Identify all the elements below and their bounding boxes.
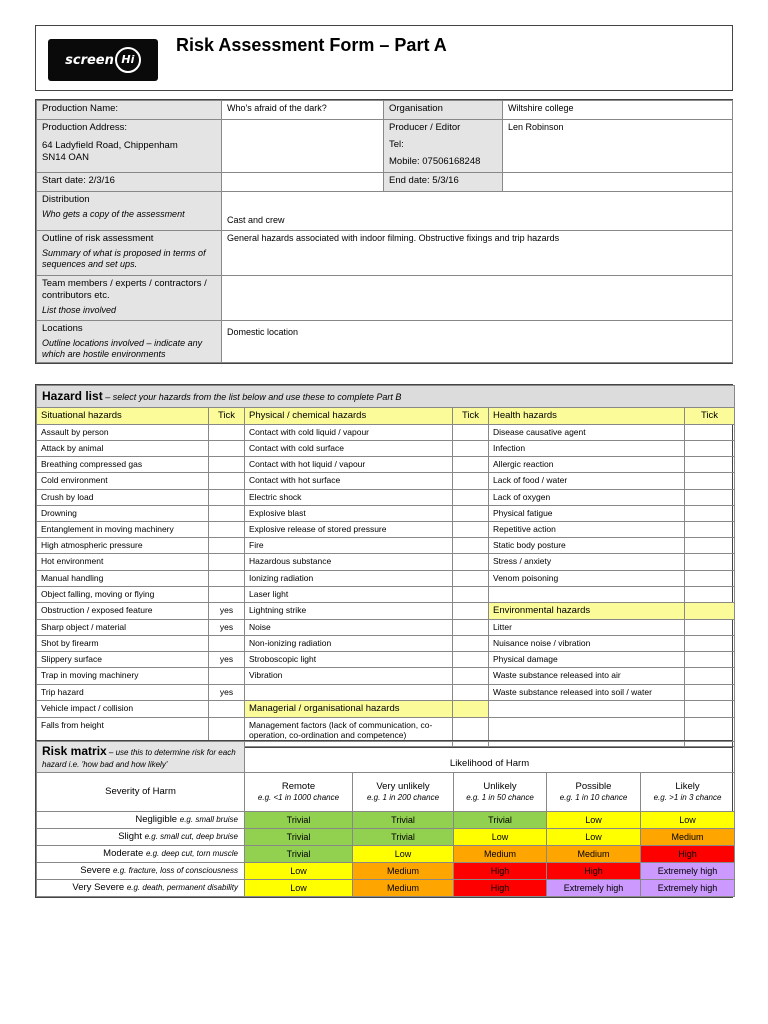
risk-rating-cell: Low	[547, 812, 641, 829]
situational-tick[interactable]	[209, 424, 245, 440]
risk-rating-cell: Extremely high	[641, 880, 735, 897]
hazard-row	[37, 441, 735, 457]
situational-tick[interactable]	[209, 441, 245, 457]
outline-label: Outline of risk assessment	[42, 233, 154, 244]
likelihood-name: Remote	[281, 781, 316, 793]
severity-row	[37, 846, 735, 863]
health-hazard: Repetitive action	[489, 522, 685, 538]
situational-tick[interactable]: yes	[209, 684, 245, 700]
risk-rating-cell: Medium	[353, 863, 454, 880]
physical-hazard: Fire	[245, 538, 453, 554]
locations-value[interactable]: Domestic location	[222, 321, 733, 363]
physical-tick[interactable]	[453, 489, 489, 505]
severity-level	[37, 846, 245, 863]
likelihood-example: e.g. 1 in 10 chance	[559, 793, 628, 803]
situational-hazard: Breathing compressed gas	[37, 457, 209, 473]
likelihood-name: Likely	[675, 781, 700, 793]
physical-tick[interactable]	[453, 505, 489, 521]
hazard-row	[37, 619, 735, 635]
situational-tick-heading: Tick	[209, 408, 245, 425]
situational-hazard: Sharp object / material	[37, 619, 209, 635]
health-hazard: Venom poisoning	[489, 570, 685, 586]
production-address-cell	[37, 120, 222, 173]
health-tick[interactable]	[685, 473, 735, 489]
situational-hazard: Slippery surface	[37, 652, 209, 668]
logo-badge: Hi	[115, 47, 141, 73]
situational-tick[interactable]: yes	[209, 602, 245, 619]
situational-hazard: Trip hazard	[37, 684, 209, 700]
physical-hazard: Laser light	[245, 586, 453, 602]
situational-tick[interactable]	[209, 554, 245, 570]
address-line2[interactable]: SN14 OAN	[42, 151, 89, 163]
hazard-row	[37, 554, 735, 570]
situational-hazard: Crush by load	[37, 489, 209, 505]
physical-tick[interactable]	[453, 586, 489, 602]
situational-hazard: Object falling, moving or flying	[37, 586, 209, 602]
physical-tick[interactable]	[453, 619, 489, 635]
likelihood-label: Likelihood of Harm	[245, 742, 735, 773]
team-hint: List those involved	[42, 304, 117, 315]
physical-tick[interactable]	[453, 652, 489, 668]
severity-label: Severity of Harm	[37, 773, 245, 812]
risk-rating-cell: Low	[454, 829, 547, 846]
end-date-extra[interactable]	[503, 173, 733, 192]
production-address-label: Production Address:	[42, 122, 128, 133]
physical-hazard: Explosive release of stored pressure	[245, 522, 453, 538]
risk-matrix-subtitle: – use this to determine risk for each hazard i.e. 'how bad and how likely'	[42, 748, 236, 769]
risk-matrix-header	[37, 742, 245, 773]
likelihood-column	[547, 773, 641, 812]
severity-name: Severe	[80, 865, 111, 877]
severity-row	[37, 880, 735, 897]
likelihood-column	[245, 773, 353, 812]
risk-rating-cell: Trivial	[353, 829, 454, 846]
situational-tick[interactable]	[209, 636, 245, 652]
start-date[interactable]: Start date: 2/3/16	[37, 173, 222, 192]
health-tick[interactable]	[685, 636, 735, 652]
hazard-row	[37, 668, 735, 684]
situational-hazard: Obstruction / exposed feature	[37, 602, 209, 619]
health-tick[interactable]	[685, 441, 735, 457]
physical-tick[interactable]	[453, 668, 489, 684]
risk-rating-cell: Low	[245, 863, 353, 880]
physical-tick-heading: Tick	[453, 408, 489, 425]
severity-name: Moderate	[103, 848, 144, 860]
title-underline	[168, 90, 502, 91]
severity-level	[37, 863, 245, 880]
situational-hazard: Falls from height	[37, 717, 209, 746]
hazard-row	[37, 586, 735, 602]
hazard-row	[37, 700, 735, 717]
health-tick[interactable]	[685, 668, 735, 684]
physical-hazard: Contact with hot surface	[245, 473, 453, 489]
environmental-heading: Environmental hazards	[489, 602, 685, 619]
hazard-row	[37, 489, 735, 505]
physical-hazard: Explosive blast	[245, 505, 453, 521]
situational-tick[interactable]	[209, 668, 245, 684]
severity-row	[37, 812, 735, 829]
physical-hazard: Contact with cold liquid / vapour	[245, 424, 453, 440]
physical-tick[interactable]	[453, 538, 489, 554]
health-tick[interactable]	[685, 554, 735, 570]
health-hazard: Allergic reaction	[489, 457, 685, 473]
physical-hazard: Contact with cold surface	[245, 441, 453, 457]
locations-label: Locations	[42, 323, 83, 334]
hazard-row	[37, 473, 735, 489]
outline-label-cell	[37, 231, 222, 276]
outline-value[interactable]: General hazards associated with indoor filming. Obstructive fixings and trip hazards	[222, 231, 733, 276]
health-tick-heading: Tick	[685, 408, 735, 425]
risk-rating-cell: Low	[547, 829, 641, 846]
start-date-extra[interactable]	[222, 173, 384, 192]
distribution-label: Distribution	[42, 194, 90, 205]
risk-rating-cell: High	[454, 863, 547, 880]
organisation-value[interactable]: Wiltshire college	[503, 101, 733, 120]
health-tick[interactable]	[685, 586, 735, 602]
situational-hazard: Vehicle impact / collision	[37, 700, 209, 717]
producer-cell	[384, 120, 503, 173]
likelihood-example: e.g. >1 in 3 chance	[653, 793, 722, 803]
situational-hazard: Assault by person	[37, 424, 209, 440]
health-heading: Health hazards	[489, 408, 685, 425]
hazard-row	[37, 505, 735, 521]
situational-hazard: Hot environment	[37, 554, 209, 570]
severity-example: e.g. small cut, deep bruise	[144, 832, 238, 842]
health-hazard: Stress / anxiety	[489, 554, 685, 570]
situational-hazard: Entanglement in moving machinery	[37, 522, 209, 538]
likelihood-column	[641, 773, 735, 812]
situational-hazard: Trap in moving machinery	[37, 668, 209, 684]
risk-rating-cell: Trivial	[245, 829, 353, 846]
organisation-label: Organisation	[384, 101, 503, 120]
hazard-list-subtitle: – select your hazards from the list below and use these to complete Part B	[102, 392, 402, 402]
likelihood-example: e.g. <1 in 1000 chance	[257, 793, 340, 803]
severity-row	[37, 829, 735, 846]
health-tick[interactable]	[685, 522, 735, 538]
logo-text: screen	[65, 52, 114, 68]
risk-rating-cell: Medium	[454, 846, 547, 863]
severity-level	[37, 829, 245, 846]
risk-rating-cell: Extremely high	[641, 863, 735, 880]
health-hazard: Physical fatigue	[489, 505, 685, 521]
risk-rating-cell: Medium	[547, 846, 641, 863]
risk-matrix-title: Risk matrix	[42, 744, 107, 758]
situational-tick[interactable]	[209, 489, 245, 505]
health-hazard: Lack of oxygen	[489, 489, 685, 505]
severity-name: Slight	[118, 831, 142, 843]
risk-rating-cell: Trivial	[245, 812, 353, 829]
situational-tick[interactable]	[209, 522, 245, 538]
risk-rating-cell: Low	[245, 880, 353, 897]
end-date[interactable]: End date: 5/3/16	[384, 173, 503, 192]
likelihood-name: Possible	[575, 781, 612, 793]
physical-hazard	[245, 684, 453, 700]
risk-rating-cell: Low	[641, 812, 735, 829]
severity-level	[37, 812, 245, 829]
production-address-extra[interactable]	[222, 120, 384, 173]
health-tick[interactable]	[685, 424, 735, 440]
risk-rating-cell: Trivial	[245, 846, 353, 863]
hazard-list-title: Hazard list	[42, 389, 103, 403]
likelihood-column	[353, 773, 454, 812]
health-hazard: Physical damage	[489, 652, 685, 668]
managerial-heading: Managerial / organisational hazards	[245, 700, 453, 717]
distribution-value[interactable]: Cast and crew	[222, 192, 733, 231]
situational-tick[interactable]	[209, 505, 245, 521]
likelihood-column	[454, 773, 547, 812]
health-hazard: Lack of food / water	[489, 473, 685, 489]
risk-matrix	[35, 740, 733, 898]
physical-heading: Physical / chemical hazards	[245, 408, 453, 425]
likelihood-example: e.g. 1 in 200 chance	[366, 793, 440, 803]
risk-rating-cell: Medium	[641, 829, 735, 846]
situational-tick[interactable]: yes	[209, 652, 245, 668]
team-label: Team members / experts / contractors / contributors etc.	[42, 278, 207, 301]
production-name-label: Production Name:	[37, 101, 222, 120]
health-tick[interactable]	[685, 684, 735, 700]
hazard-row	[37, 652, 735, 668]
physical-hazard: Vibration	[245, 668, 453, 684]
outline-hint: Summary of what is proposed in terms of sequences and set ups.	[42, 247, 206, 270]
hazard-row	[37, 602, 735, 619]
health-tick[interactable]	[685, 489, 735, 505]
hazard-row	[37, 457, 735, 473]
hazard-row	[37, 684, 735, 700]
risk-rating-cell: High	[547, 863, 641, 880]
health-hazard: Litter	[489, 619, 685, 635]
severity-row	[37, 863, 735, 880]
production-name-value[interactable]: Who's afraid of the dark?	[222, 101, 384, 120]
managerial-tick-heading	[453, 700, 489, 717]
severity-name: Negligible	[135, 814, 178, 826]
physical-tick[interactable]	[453, 554, 489, 570]
mobile-label: Mobile: 07506168248	[389, 155, 481, 167]
likelihood-example: e.g. 1 in 50 chance	[466, 793, 534, 803]
risk-rating-cell: Extremely high	[547, 880, 641, 897]
physical-tick[interactable]	[453, 424, 489, 440]
locations-label-cell	[37, 321, 222, 363]
situational-tick[interactable]: yes	[209, 619, 245, 635]
severity-example: e.g. small bruise	[179, 815, 238, 825]
severity-example: e.g. death, permanent disability	[126, 883, 238, 893]
team-label-cell	[37, 276, 222, 321]
physical-tick[interactable]	[453, 636, 489, 652]
physical-hazard: Electric shock	[245, 489, 453, 505]
health-tick[interactable]	[685, 570, 735, 586]
health-tick[interactable]	[685, 505, 735, 521]
hazard-list-header	[37, 386, 735, 408]
distribution-hint: Who gets a copy of the assessment	[42, 208, 185, 219]
hazard-row	[37, 636, 735, 652]
health-hazard: Waste substance released into soil / water	[489, 684, 685, 700]
screenhi-logo	[48, 39, 158, 81]
severity-example: e.g. deep cut, torn muscle	[145, 849, 238, 859]
physical-tick[interactable]	[453, 441, 489, 457]
situational-hazard: Drowning	[37, 505, 209, 521]
physical-tick[interactable]	[453, 602, 489, 619]
health-hazard: Infection	[489, 441, 685, 457]
likelihood-name: Very unlikely	[376, 781, 430, 793]
physical-tick[interactable]	[453, 522, 489, 538]
risk-rating-cell: High	[454, 880, 547, 897]
physical-hazard: Non-ionizing radiation	[245, 636, 453, 652]
severity-name: Very Severe	[72, 882, 125, 894]
health-tick[interactable]	[685, 538, 735, 554]
page-title: Risk Assessment Form – Part A	[176, 35, 447, 55]
form-header	[35, 25, 733, 91]
situational-hazard: High atmospheric pressure	[37, 538, 209, 554]
locations-hint: Outline locations involved – indicate any which are hostile environments	[42, 337, 203, 360]
risk-rating-cell: Medium	[353, 880, 454, 897]
physical-hazard: Contact with hot liquid / vapour	[245, 457, 453, 473]
risk-rating-cell: Trivial	[454, 812, 547, 829]
hazard-row	[37, 424, 735, 440]
physical-hazard: Hazardous substance	[245, 554, 453, 570]
producer-value[interactable]: Len Robinson	[503, 120, 733, 173]
situational-tick[interactable]	[209, 586, 245, 602]
tel-label: Tel:	[389, 138, 404, 150]
situational-tick[interactable]	[209, 570, 245, 586]
health-tick[interactable]	[685, 652, 735, 668]
severity-example: e.g. fracture, loss of consciousness	[113, 866, 238, 876]
health-hazard: Nuisance noise / vibration	[489, 636, 685, 652]
team-value[interactable]	[222, 276, 733, 321]
situational-tick[interactable]	[209, 538, 245, 554]
physical-tick[interactable]	[453, 570, 489, 586]
situational-tick[interactable]	[209, 473, 245, 489]
hazard-list-table	[35, 384, 733, 748]
address-line1[interactable]: 64 Ladyfield Road, Chippenham	[42, 139, 178, 151]
environmental-tick-heading	[685, 602, 735, 619]
physical-hazard: Ionizing radiation	[245, 570, 453, 586]
health-tick[interactable]	[685, 457, 735, 473]
health-hazard	[489, 586, 685, 602]
physical-tick[interactable]	[453, 457, 489, 473]
producer-label: Producer / Editor	[389, 122, 461, 133]
health-hazard: Waste substance released into air	[489, 668, 685, 684]
health-hazard: Disease causative agent	[489, 424, 685, 440]
production-info-table	[35, 99, 733, 364]
situational-hazard: Shot by firearm	[37, 636, 209, 652]
physical-hazard: Management factors (lack of communication, co-operation, co-ordination and competence)	[245, 717, 453, 746]
health-tick[interactable]	[685, 619, 735, 635]
physical-hazard: Noise	[245, 619, 453, 635]
physical-tick[interactable]	[453, 684, 489, 700]
situational-hazard: Manual handling	[37, 570, 209, 586]
risk-rating-cell: Low	[353, 846, 454, 863]
hazard-row	[37, 522, 735, 538]
situational-tick[interactable]	[209, 700, 245, 717]
health-hazard	[489, 700, 685, 717]
physical-hazard: Lightning strike	[245, 602, 453, 619]
situational-hazard: Attack by animal	[37, 441, 209, 457]
situational-tick[interactable]	[209, 457, 245, 473]
risk-rating-cell: High	[641, 846, 735, 863]
hazard-row	[37, 538, 735, 554]
likelihood-name: Unlikely	[483, 781, 517, 793]
distribution-label-cell	[37, 192, 222, 231]
situational-heading: Situational hazards	[37, 408, 209, 425]
risk-rating-cell: Trivial	[353, 812, 454, 829]
severity-level	[37, 880, 245, 897]
hazard-row	[37, 570, 735, 586]
physical-hazard: Stroboscopic light	[245, 652, 453, 668]
physical-tick[interactable]	[453, 473, 489, 489]
health-hazard: Static body posture	[489, 538, 685, 554]
situational-hazard: Cold environment	[37, 473, 209, 489]
health-tick[interactable]	[685, 700, 735, 717]
